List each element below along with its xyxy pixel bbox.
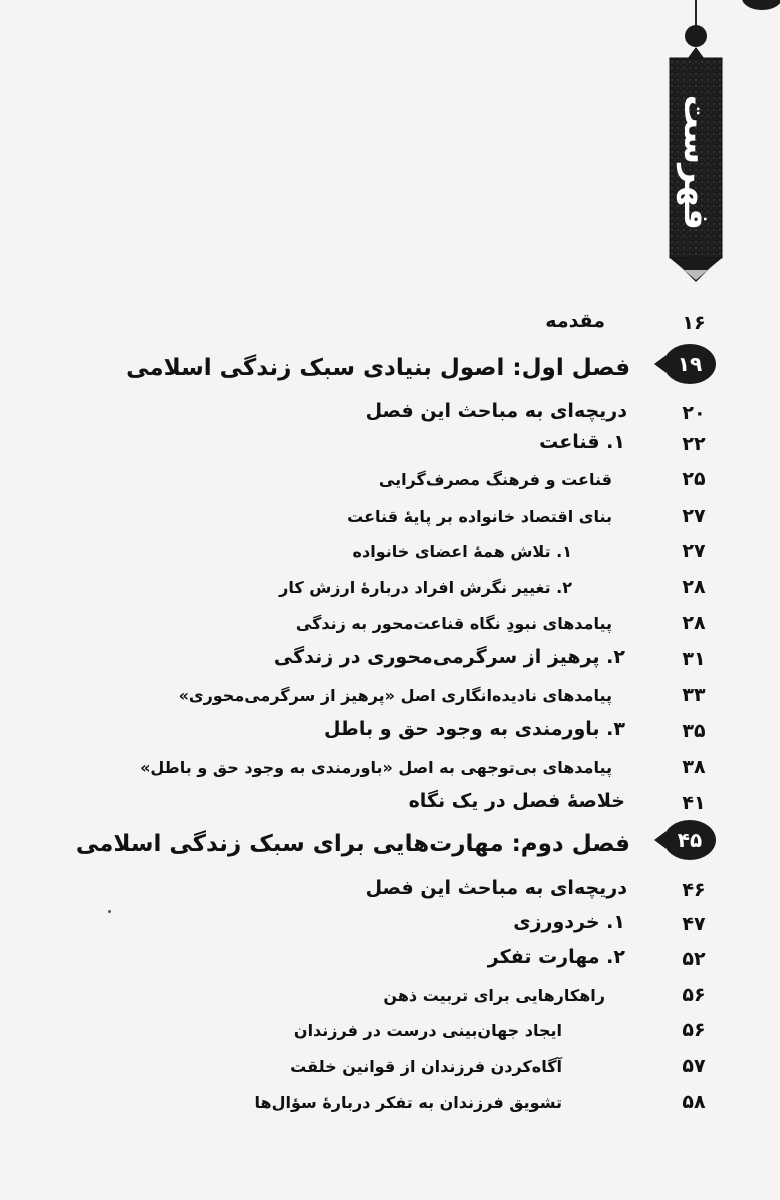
page-number: ۲۷: [682, 505, 706, 527]
entry-title: ۳. باورمندی به وجود حق و باطل: [323, 718, 625, 740]
page-number: ۴۷: [682, 913, 706, 935]
page-number: ۲۰: [682, 402, 706, 424]
chapter-page-badge: ۴۵: [664, 820, 716, 860]
entry-title: قناعت و فرهنگ مصرف‌گرایی: [378, 470, 612, 489]
entry-title: دریچه‌ای به مباحث این فصل: [365, 877, 627, 899]
page-number: ۵۶: [682, 984, 706, 1006]
page-number: ۳۸: [682, 756, 706, 778]
entry-title: دریچه‌ای به مباحث این فصل: [365, 400, 627, 422]
chapter-page-badge: ۱۹: [664, 344, 716, 384]
entry-title: ۲. پرهیز از سرگرمی‌محوری در زندگی: [273, 646, 625, 668]
page-number: ۵۷: [682, 1055, 706, 1077]
page-number: ۲۲: [682, 433, 706, 455]
entry-title: بنای اقتصاد خانواده بر پایهٔ قناعت: [347, 507, 612, 526]
page-number: ۴۶: [682, 879, 706, 901]
page-number: ۵۶: [682, 1019, 706, 1041]
page-number: ۳۵: [682, 720, 706, 742]
page-number: ۲۵: [682, 468, 706, 490]
chapter-title: فصل اول: اصول بنیادی سبک زندگی اسلامی: [126, 355, 630, 381]
page-number: ۵۲: [682, 948, 706, 970]
entry-title: پیامدهای نبودِ نگاه قناعت‌محور به زندگی: [295, 614, 612, 633]
entry-title: ۱. قناعت: [539, 431, 625, 453]
banner-title: فهرست: [676, 94, 716, 230]
page-number: ۳۱: [682, 648, 706, 670]
entry-title: ۱. تلاش همهٔ اعضای خانواده: [352, 542, 572, 561]
page-number: ۱۶: [682, 312, 706, 334]
page-number: ۲۸: [682, 612, 706, 634]
entry-title: ۲. مهارت تفکر: [487, 946, 625, 968]
corner-ornament: [742, 0, 780, 10]
entry-title: تشویق فرزندان به تفکر دربارهٔ سؤال‌ها: [254, 1093, 562, 1112]
page-number: ۴۱: [682, 792, 706, 814]
entry-title: ۲. تغییر نگرش افراد دربارهٔ ارزش کار: [279, 578, 572, 597]
page-number: ۲۷: [682, 540, 706, 562]
entry-title: راهکارهایی برای تربیت ذهن: [383, 986, 605, 1005]
page-number: ۲۸: [682, 576, 706, 598]
entry-title: پیامدهای بی‌توجهی به اصل «باورمندی به وجود حق و باطل»: [140, 758, 612, 777]
entry-title: آگاه‌کردن فرزندان از قوانین خلقت: [290, 1057, 562, 1076]
page-number: ۵۸: [682, 1091, 706, 1113]
entry-title: ۱. خردورزی: [513, 911, 625, 933]
chapter-title: فصل دوم: مهارت‌هایی برای سبک زندگی اسلامی: [75, 831, 630, 857]
entry-title: مقدمه: [545, 310, 605, 332]
entry-title: ایجاد جهان‌بینی درست در فرزندان: [293, 1021, 562, 1040]
entry-title: پیامدهای نادیده‌انگاری اصل «پرهیز از سرگرمی‌محوری»: [178, 686, 612, 705]
page-number: ۳۳: [682, 684, 706, 706]
entry-title: خلاصهٔ فصل در یک نگاه: [408, 790, 625, 812]
speck: [108, 910, 111, 913]
